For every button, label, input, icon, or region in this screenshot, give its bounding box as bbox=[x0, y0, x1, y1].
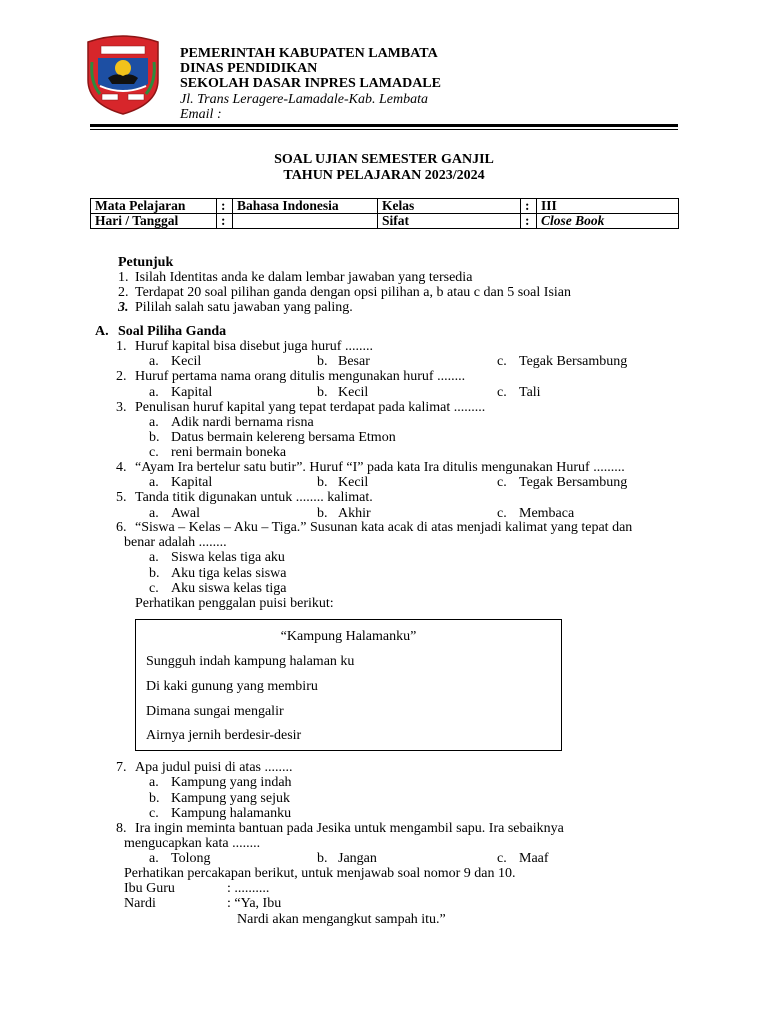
option-text: Kampung halamanku bbox=[171, 806, 292, 821]
instruction-text: Isilah Identitas anda ke dalam lembar jawaban yang tersedia bbox=[135, 270, 473, 285]
option-text: Kampung yang sejuk bbox=[171, 791, 290, 806]
section-title: Soal Piliha Ganda bbox=[118, 324, 227, 339]
question-number: 1. bbox=[116, 339, 127, 354]
question-number: 4. bbox=[116, 460, 127, 475]
colon: : bbox=[521, 214, 537, 229]
subject-label: Mata Pelajaran bbox=[91, 199, 217, 214]
subject-value: Bahasa Indonesia bbox=[233, 199, 378, 214]
poem-title: “Kampung Halamanku” bbox=[280, 629, 417, 644]
option-text: Akhir bbox=[338, 506, 371, 521]
question-text: “Ayam Ira bertelur satu butir”. Huruf “I” pada kata Ira ditulis mengunakan Huruf ......... bbox=[135, 460, 625, 475]
day-label: Hari / Tanggal bbox=[91, 214, 217, 229]
option-letter: a. bbox=[149, 851, 159, 866]
question-number: 6. bbox=[116, 520, 127, 535]
option-text: Jangan bbox=[338, 851, 377, 866]
option-text: Siswa kelas tiga aku bbox=[171, 550, 285, 565]
poem-intro: Perhatikan penggalan puisi berikut: bbox=[135, 596, 334, 611]
section-letter: A. bbox=[95, 324, 109, 339]
option-letter: c. bbox=[497, 385, 507, 400]
option-text: Kecil bbox=[338, 385, 369, 400]
dialog-intro: Perhatikan percakapan berikut, untuk menjawab soal nomor 9 dan 10. bbox=[124, 866, 516, 881]
poem-line: Sungguh indah kampung halaman ku bbox=[146, 654, 355, 669]
header-school: SEKOLAH DASAR INPRES LAMADALE bbox=[180, 76, 441, 91]
identity-row bbox=[91, 199, 679, 214]
instruction-number: 3. bbox=[118, 300, 129, 315]
option-letter: c. bbox=[497, 475, 507, 490]
option-text: Aku siswa kelas tiga bbox=[171, 581, 287, 596]
option-letter: b. bbox=[317, 506, 328, 521]
option-text: Kecil bbox=[171, 354, 202, 369]
colon: : bbox=[217, 214, 233, 229]
dialog-speaker: Ibu Guru bbox=[124, 881, 175, 896]
question-number: 7. bbox=[116, 760, 127, 775]
poem-line: Airnya jernih berdesir-desir bbox=[146, 728, 302, 743]
option-letter: c. bbox=[497, 851, 507, 866]
exam-year: TAHUN PELAJARAN 2023/2024 bbox=[283, 168, 485, 183]
option-letter: c. bbox=[149, 806, 159, 821]
option-letter: b. bbox=[149, 430, 160, 445]
school-logo bbox=[84, 32, 162, 116]
nature-value: Close Book bbox=[537, 214, 679, 229]
dialog-speaker: Nardi bbox=[124, 896, 156, 911]
option-text: Kapital bbox=[171, 385, 213, 400]
question-number: 8. bbox=[116, 821, 127, 836]
option-text: Tolong bbox=[171, 851, 211, 866]
dialog-line: : “Ya, Ibu bbox=[227, 896, 282, 911]
class-value: III bbox=[537, 199, 679, 214]
colon: : bbox=[217, 199, 233, 214]
option-letter: a. bbox=[149, 506, 159, 521]
poem-line: Di kaki gunung yang membiru bbox=[146, 679, 318, 694]
option-text: Tegak Bersambung bbox=[519, 475, 628, 490]
poem-box bbox=[135, 619, 562, 751]
option-text: Kecil bbox=[338, 475, 369, 490]
option-letter: c. bbox=[149, 581, 159, 596]
option-text: Membaca bbox=[519, 506, 575, 521]
header-dept: DINAS PENDIDIKAN bbox=[180, 61, 318, 76]
poem-line: Dimana sungai mengalir bbox=[146, 704, 284, 719]
option-letter: a. bbox=[149, 385, 159, 400]
option-letter: c. bbox=[497, 506, 507, 521]
option-letter: b. bbox=[317, 385, 328, 400]
question-number: 5. bbox=[116, 490, 127, 505]
question-text: “Siswa – Kelas – Aku – Tiga.” Susunan kata acak di atas menjadi kalimat yang tepat dan bbox=[135, 520, 633, 535]
option-text: Awal bbox=[171, 506, 201, 521]
class-label: Kelas bbox=[378, 199, 521, 214]
question-text: Apa judul puisi di atas ........ bbox=[135, 760, 293, 775]
option-letter: a. bbox=[149, 354, 159, 369]
option-text: Kampung yang indah bbox=[171, 775, 292, 790]
option-text: Maaf bbox=[519, 851, 549, 866]
nature-label: Sifat bbox=[378, 214, 521, 229]
day-value bbox=[233, 214, 378, 229]
option-letter: b. bbox=[317, 475, 328, 490]
dialog-line-cont: Nardi akan mengangkut sampah itu.” bbox=[237, 912, 446, 927]
instruction-text: Pililah salah satu jawaban yang paling. bbox=[135, 300, 353, 315]
question-text: Tanda titik digunakan untuk ........ kalimat. bbox=[135, 490, 373, 505]
option-text: Tegak Bersambung bbox=[519, 354, 628, 369]
header-address: Jl. Trans Leragere-Lamadale-Kab. Lembata bbox=[180, 92, 428, 107]
option-letter: b. bbox=[149, 566, 160, 581]
option-letter: a. bbox=[149, 415, 159, 430]
option-letter: a. bbox=[149, 550, 159, 565]
question-number: 3. bbox=[116, 400, 127, 415]
option-letter: b. bbox=[317, 354, 328, 369]
colon: : bbox=[521, 199, 537, 214]
identity-table bbox=[90, 198, 679, 229]
header-rule-thin bbox=[90, 129, 678, 130]
option-text: Aku tiga kelas siswa bbox=[171, 566, 287, 581]
dialog-line: : .......... bbox=[227, 881, 270, 896]
question-text: Ira ingin meminta bantuan pada Jesika untuk mengambil sapu. Ira sebaiknya bbox=[135, 821, 564, 836]
instruction-text: Terdapat 20 soal pilihan ganda dengan opsi pilihan a, b atau c dan 5 soal Isian bbox=[135, 285, 572, 300]
question-text: Huruf kapital bisa disebut juga huruf ........ bbox=[135, 339, 373, 354]
option-letter: c. bbox=[497, 354, 507, 369]
option-text: reni bermain boneka bbox=[171, 445, 287, 460]
question-text: Huruf pertama nama orang ditulis mengunakan huruf ........ bbox=[135, 369, 466, 384]
option-letter: a. bbox=[149, 775, 159, 790]
option-text: Besar bbox=[338, 354, 370, 369]
option-letter: a. bbox=[149, 475, 159, 490]
header-gov: PEMERINTAH KABUPATEN LAMBATA bbox=[180, 46, 438, 61]
header-email: Email : bbox=[180, 107, 222, 122]
header-rule-thick bbox=[90, 124, 678, 127]
instruction-number: 2. bbox=[118, 285, 129, 300]
option-text: Kapital bbox=[171, 475, 213, 490]
identity-row bbox=[91, 214, 679, 229]
question-text-cont: benar adalah ........ bbox=[124, 535, 227, 550]
option-text: Datus bermain kelereng bersama Etmon bbox=[171, 430, 396, 445]
instruction-number: 1. bbox=[118, 270, 129, 285]
option-letter: c. bbox=[149, 445, 159, 460]
exam-title: SOAL UJIAN SEMESTER GANJIL bbox=[274, 152, 494, 167]
option-letter: b. bbox=[317, 851, 328, 866]
question-text-cont: mengucapkan kata ........ bbox=[124, 836, 261, 851]
question-text: Penulisan huruf kapital yang tepat terdapat pada kalimat ......... bbox=[135, 400, 486, 415]
option-letter: b. bbox=[149, 791, 160, 806]
question-number: 2. bbox=[116, 369, 127, 384]
option-text: Tali bbox=[519, 385, 541, 400]
instructions-heading: Petunjuk bbox=[118, 255, 174, 270]
option-text: Adik nardi bernama risna bbox=[171, 415, 314, 430]
